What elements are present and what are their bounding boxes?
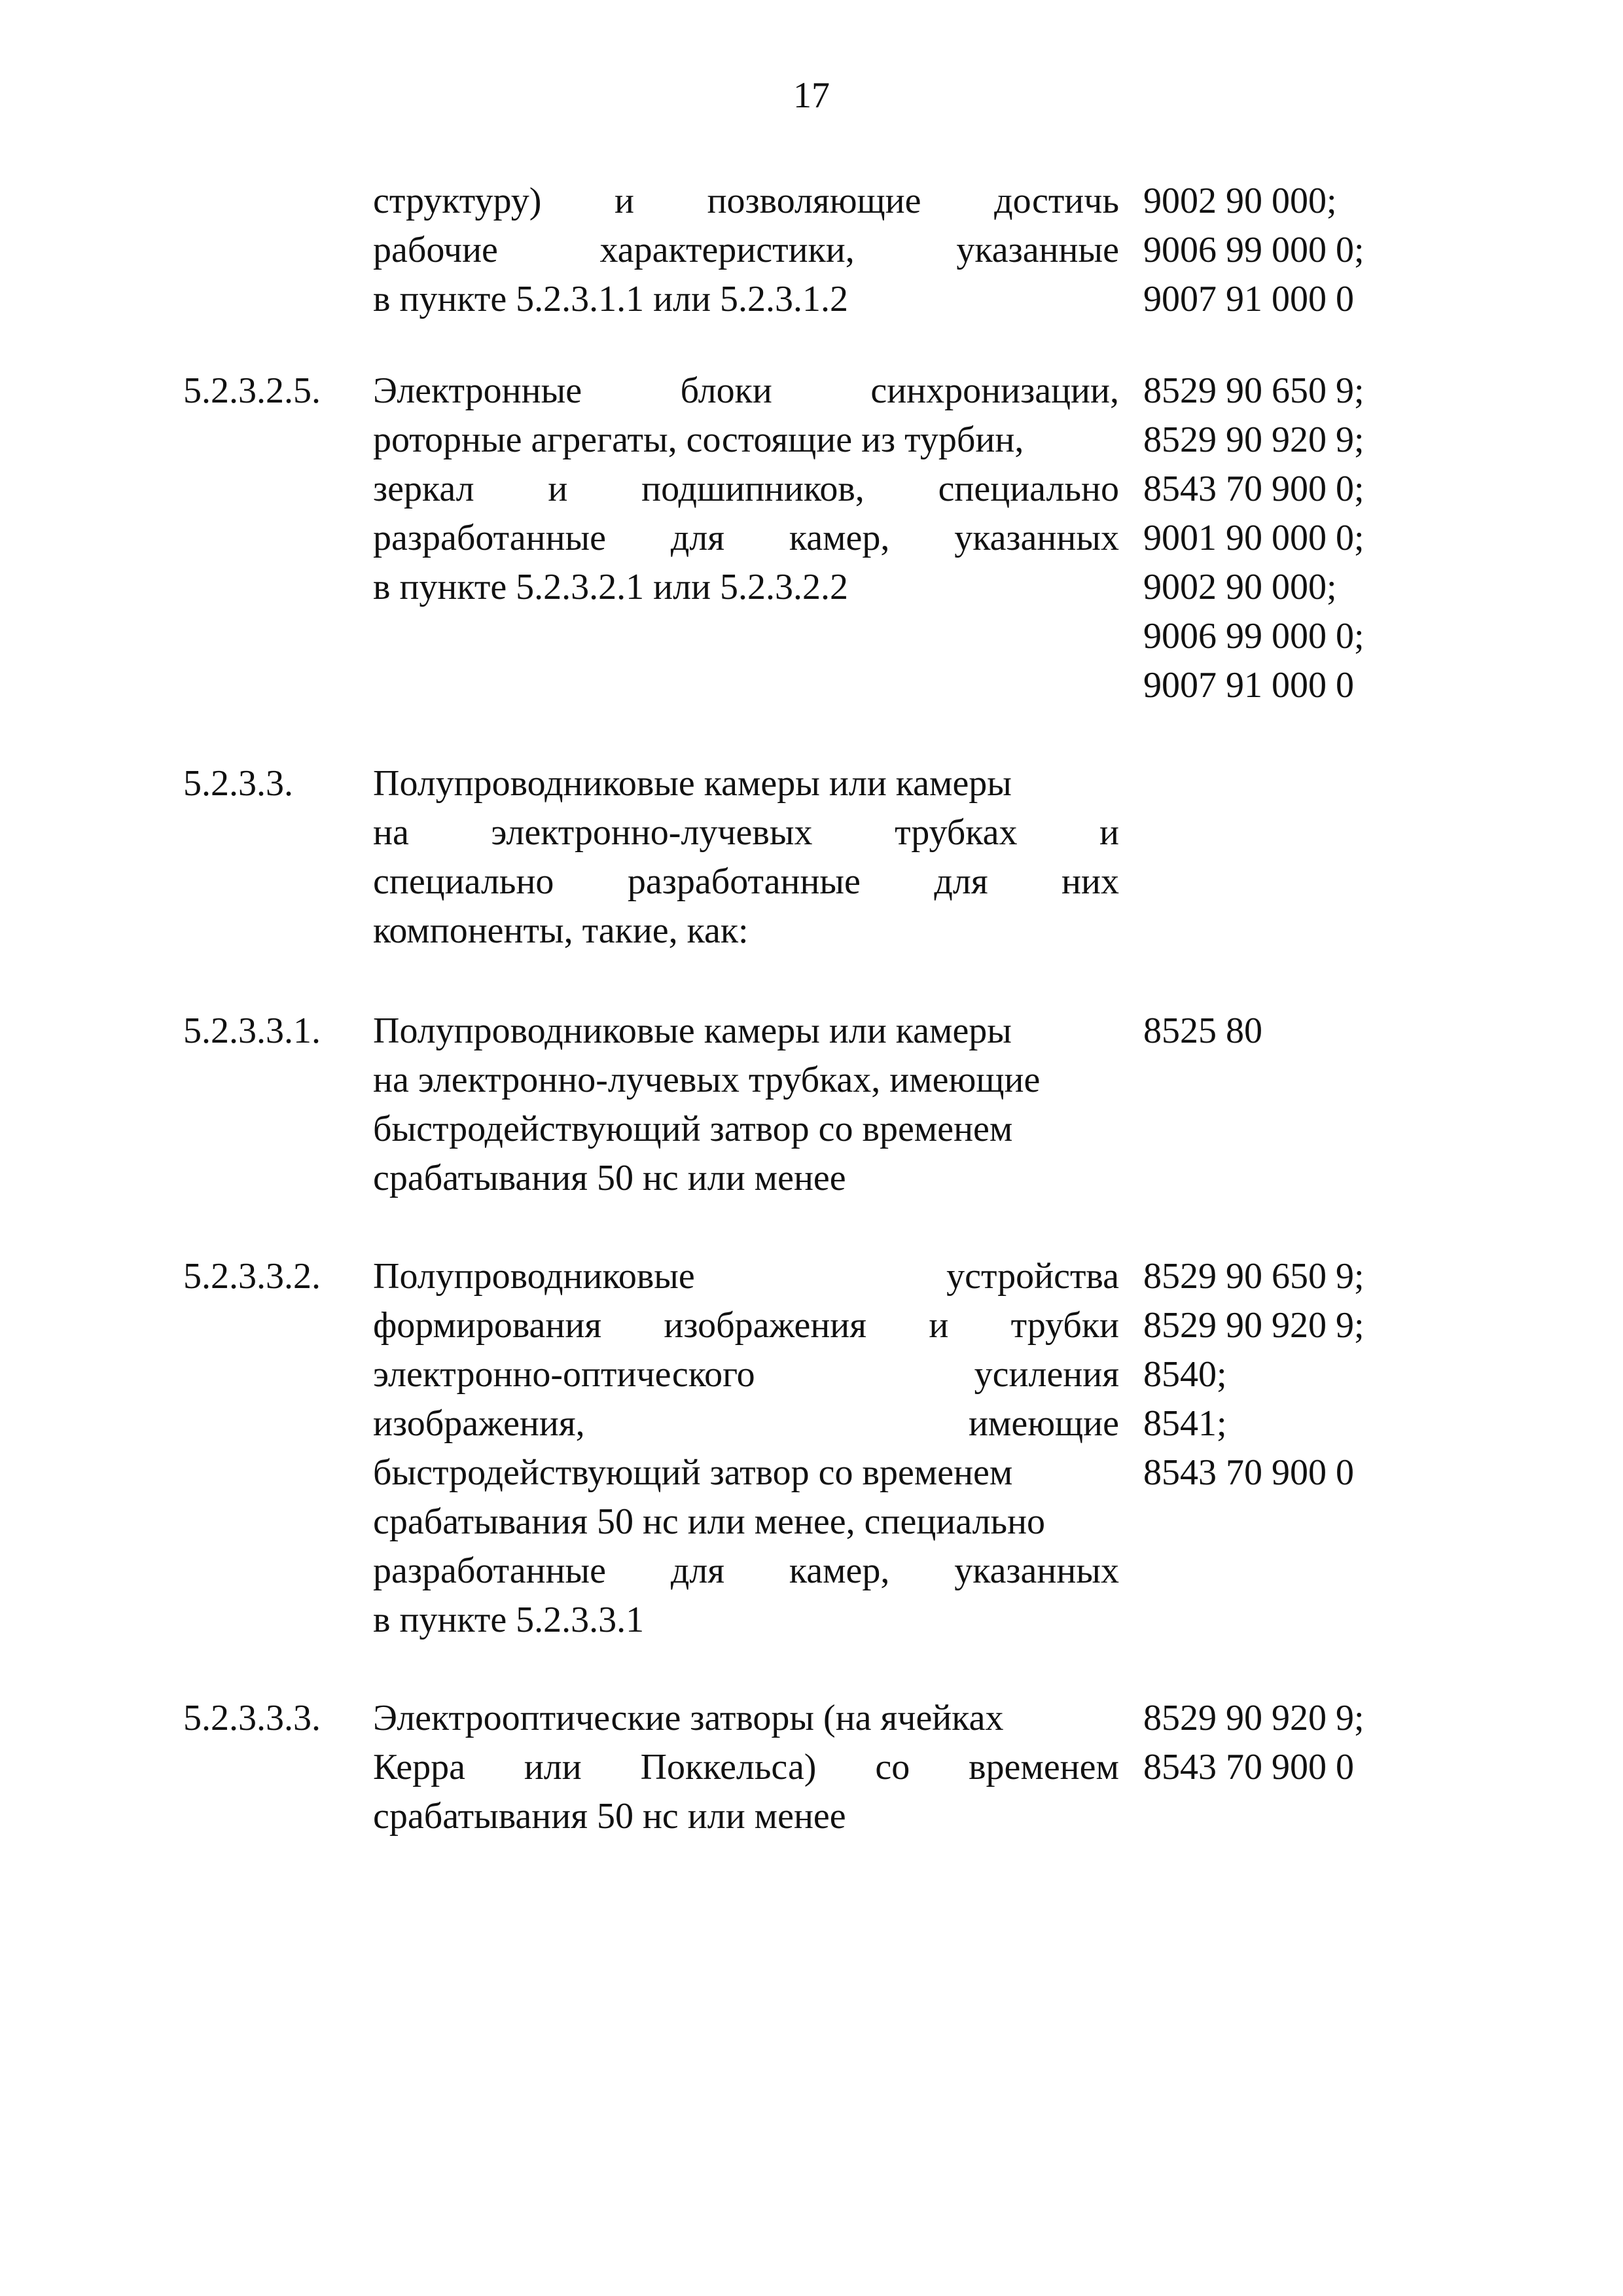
tn-ved-code: 8540;	[1143, 1354, 1227, 1395]
description-line	[373, 367, 1119, 416]
description-word: электронно-оптического	[373, 1354, 755, 1395]
description-word: изображения	[664, 1305, 867, 1346]
item-number: 5.2.3.2.5.	[183, 370, 321, 411]
description-word: Электронные	[373, 370, 582, 411]
item-codes	[1143, 367, 1418, 710]
description-line	[373, 1547, 1119, 1596]
item-description	[373, 367, 1119, 612]
description-word: быстродействующий затвор со временем	[373, 1452, 1013, 1493]
item-description	[373, 1007, 1119, 1203]
description-line	[373, 1154, 1119, 1203]
description-line	[373, 1350, 1119, 1399]
tn-ved-code: 8525 80	[1143, 1011, 1262, 1051]
description-line	[373, 1694, 1119, 1743]
description-word: на	[373, 812, 409, 853]
description-word: срабатывания 50 нс или менее	[373, 1796, 846, 1837]
description-word: указанных	[954, 1551, 1119, 1591]
description-word: структуру)	[373, 181, 542, 221]
description-word: срабатывания 50 нс или менее	[373, 1158, 846, 1198]
description-line	[373, 1498, 1119, 1547]
description-word: Керра	[373, 1747, 465, 1787]
description-word: трубках	[895, 812, 1018, 853]
tn-ved-code: 8543 70 900 0	[1143, 1747, 1354, 1787]
item-description	[373, 1252, 1119, 1645]
description-word: и	[929, 1305, 949, 1346]
tn-ved-code: 9001 90 000 0;	[1143, 518, 1364, 558]
description-word: и	[615, 181, 634, 221]
description-line	[373, 759, 1119, 808]
item-codes	[1143, 1694, 1418, 1792]
description-word: трубки	[1010, 1305, 1119, 1346]
item-description	[373, 759, 1119, 956]
description-word: и	[1099, 812, 1119, 853]
item-description	[373, 177, 1119, 324]
description-line	[373, 226, 1119, 275]
tn-ved-code: 8529 90 650 9;	[1143, 370, 1364, 411]
description-word: подшипников,	[641, 469, 865, 509]
description-word: роторные агрегаты, состоящие из турбин,	[373, 420, 1024, 460]
description-line	[373, 1056, 1119, 1105]
item-description	[373, 1694, 1119, 1841]
item-number: 5.2.3.3.1.	[183, 1011, 321, 1051]
description-line	[373, 416, 1119, 465]
tn-ved-code: 8529 90 920 9;	[1143, 1698, 1364, 1738]
description-word: характеристики,	[599, 230, 855, 270]
description-line	[373, 563, 1119, 612]
description-line	[373, 465, 1119, 514]
description-line	[373, 1301, 1119, 1350]
description-word: синхронизации,	[870, 370, 1119, 411]
tn-ved-code: 8529 90 920 9;	[1143, 420, 1364, 460]
description-word: быстродействующий затвор со временем	[373, 1109, 1013, 1149]
description-word: Электрооптические затворы (на ячейках	[373, 1698, 1004, 1738]
description-word: рабочие	[373, 230, 498, 270]
description-word: Полупроводниковые	[373, 1256, 695, 1297]
description-word: устройства	[946, 1256, 1119, 1297]
description-word: со	[875, 1747, 910, 1787]
description-word: или	[524, 1747, 582, 1787]
description-word: указанные	[956, 230, 1119, 270]
description-word: на электронно-лучевых трубках, имеющие	[373, 1060, 1041, 1100]
tn-ved-code: 8543 70 900 0;	[1143, 469, 1364, 509]
description-word: в пункте 5.2.3.3.1	[373, 1600, 645, 1640]
description-word: Полупроводниковые камеры или камеры	[373, 763, 1012, 804]
description-word: разработанные	[373, 1551, 607, 1591]
description-word: камер,	[789, 518, 890, 558]
description-word: имеющие	[968, 1403, 1119, 1444]
item-number: 5.2.3.3.	[183, 763, 293, 804]
description-word: для	[934, 861, 988, 902]
description-word: Поккельса)	[640, 1747, 817, 1787]
tn-ved-code: 9002 90 000;	[1143, 181, 1337, 221]
description-word: специально	[938, 469, 1119, 509]
description-word: компоненты, такие, как:	[373, 910, 749, 951]
description-word: разработанные	[373, 518, 607, 558]
description-word: достичь	[994, 181, 1119, 221]
description-word: электронно-лучевых	[491, 812, 813, 853]
description-word: временем	[969, 1747, 1119, 1787]
description-word: для	[670, 1551, 725, 1591]
description-word: усиления	[974, 1354, 1119, 1395]
description-word: позволяющие	[707, 181, 921, 221]
tn-ved-code: 9006 99 000 0;	[1143, 230, 1364, 270]
tn-ved-code: 9007 91 000 0	[1143, 279, 1354, 319]
description-line	[373, 1792, 1119, 1841]
description-word: Полупроводниковые камеры или камеры	[373, 1011, 1012, 1051]
description-word: срабатывания 50 нс или менее, специально	[373, 1501, 1046, 1542]
description-word: разработанные	[627, 861, 861, 902]
description-line	[373, 1007, 1119, 1056]
description-line	[373, 1399, 1119, 1448]
tn-ved-code: 8541;	[1143, 1403, 1227, 1444]
description-line	[373, 1252, 1119, 1301]
item-number: 5.2.3.3.2.	[183, 1256, 321, 1297]
tn-ved-code: 8543 70 900 0	[1143, 1452, 1354, 1493]
item-codes	[1143, 177, 1418, 324]
page-number: 17	[793, 75, 830, 116]
description-line	[373, 177, 1119, 226]
description-word: камер,	[789, 1551, 890, 1591]
tn-ved-code: 9007 91 000 0	[1143, 665, 1354, 706]
tn-ved-code: 9002 90 000;	[1143, 567, 1337, 607]
description-line	[373, 906, 1119, 956]
description-line	[373, 857, 1119, 906]
item-codes	[1143, 1252, 1418, 1498]
description-word: зеркал	[373, 469, 474, 509]
item-codes	[1143, 1007, 1418, 1056]
description-word: для	[670, 518, 725, 558]
description-word: изображения,	[373, 1403, 585, 1444]
item-number: 5.2.3.3.3.	[183, 1698, 321, 1738]
description-word: в пункте 5.2.3.1.1 или 5.2.3.1.2	[373, 279, 849, 319]
description-line	[373, 1596, 1119, 1645]
description-word: специально	[373, 861, 554, 902]
description-line	[373, 1448, 1119, 1498]
description-word: них	[1061, 861, 1119, 902]
tn-ved-code: 8529 90 920 9;	[1143, 1305, 1364, 1346]
description-word: и	[548, 469, 568, 509]
description-word: в пункте 5.2.3.2.1 или 5.2.3.2.2	[373, 567, 849, 607]
tn-ved-code: 8529 90 650 9;	[1143, 1256, 1364, 1297]
tn-ved-code: 9006 99 000 0;	[1143, 616, 1364, 656]
description-line	[373, 1743, 1119, 1792]
description-line	[373, 275, 1119, 324]
description-line	[373, 1105, 1119, 1154]
description-word: указанных	[954, 518, 1119, 558]
description-line	[373, 514, 1119, 563]
description-line	[373, 808, 1119, 857]
description-word: формирования	[373, 1305, 602, 1346]
description-word: блоки	[680, 370, 772, 411]
